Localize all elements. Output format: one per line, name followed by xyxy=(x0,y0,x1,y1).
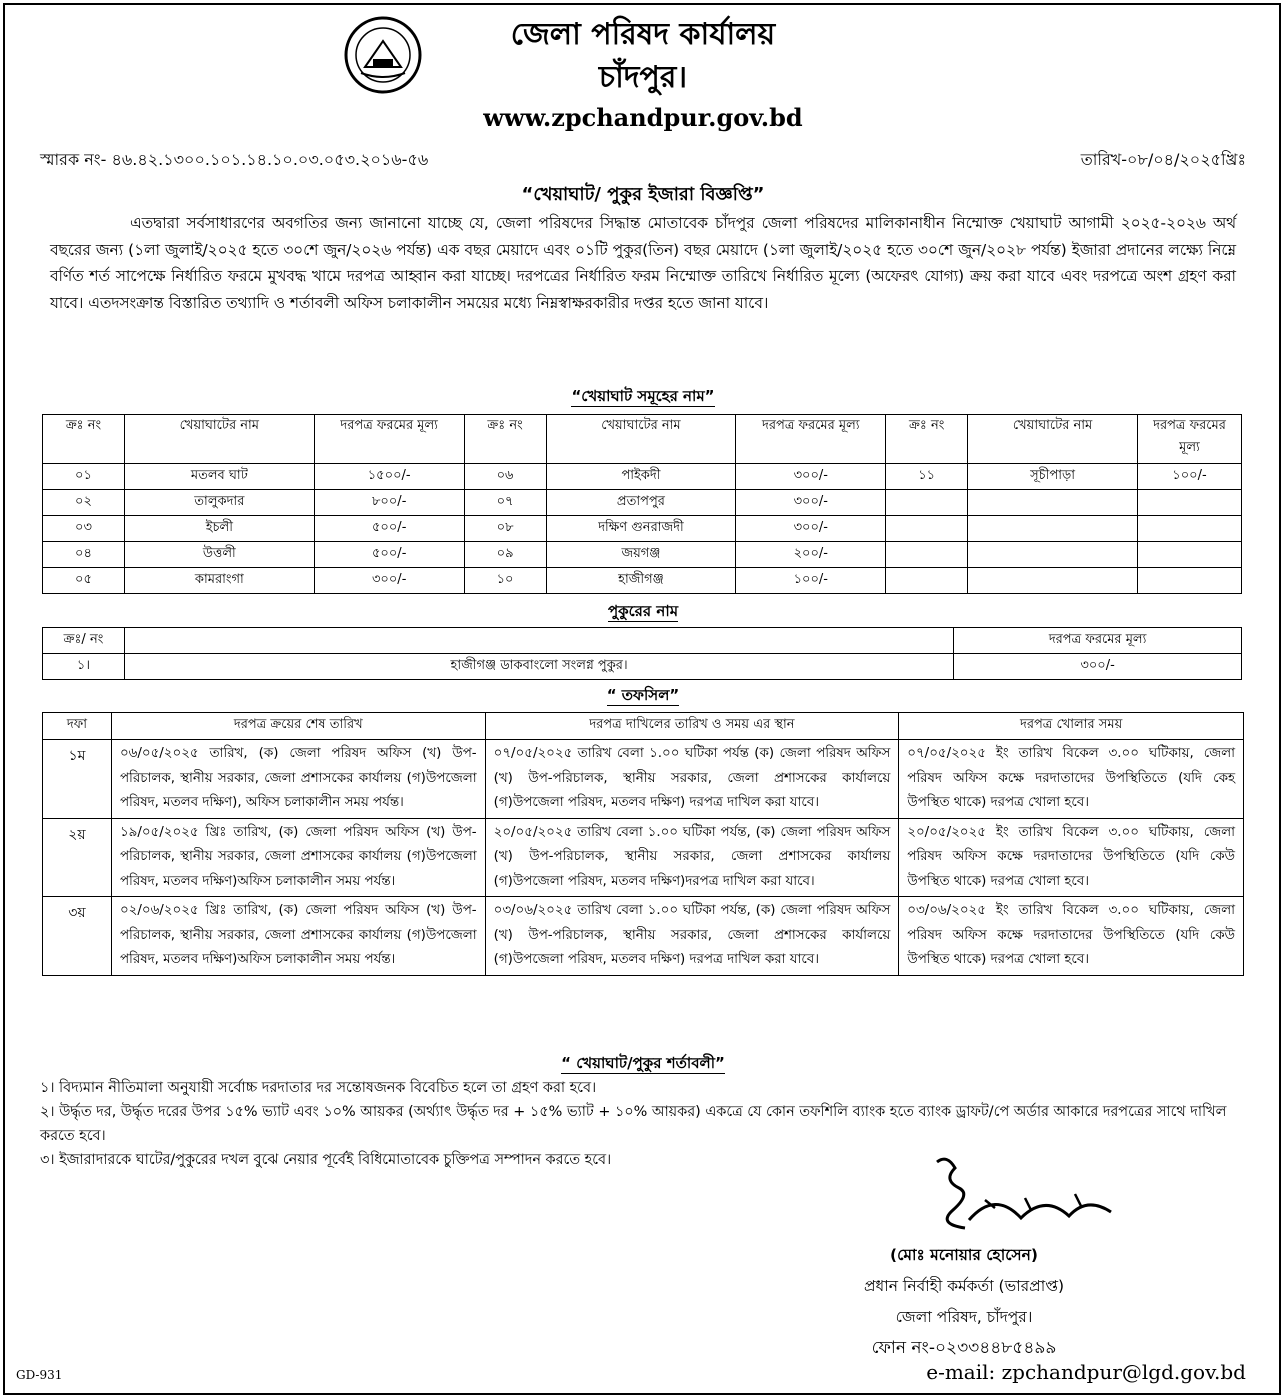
ponds-heading xyxy=(0,600,1286,625)
table-cell xyxy=(1138,516,1242,542)
table-cell: ৩য় xyxy=(43,897,112,976)
terms-heading xyxy=(0,1052,1286,1077)
table-cell: উত্তলী xyxy=(124,542,314,568)
signatory-phone: ফোন নং-০২৩৩৪৪৮৫৪৯৯ xyxy=(871,1338,1057,1358)
col-header: খেয়াঘাটের নাম xyxy=(124,415,314,464)
table-cell xyxy=(968,490,1138,516)
table-cell xyxy=(968,568,1138,594)
schedule-table xyxy=(42,712,1244,976)
table-cell: ০৬/০৫/২০২৫ তারিখ, (ক) জেলা পরিষদ অফিস (খ) উপ-পরিচালক, স্থানীয় সরকার, জেলা প্রশাসকের কার্যালয় (গ)উপজেলা পরিষদ, মতলব দক্ষিণ), অফিস চলাকালীন সময় পর্যন্ত। xyxy=(111,740,485,819)
website-url[interactable]: www.zpchandpur.gov.bd xyxy=(483,103,803,132)
schedule-heading-text: “ তফসিল” xyxy=(606,686,680,704)
table-cell: ১১ xyxy=(886,464,968,490)
table-cell: মতলব ঘাট xyxy=(124,464,314,490)
table-cell: ৩০০/- xyxy=(736,490,886,516)
table-cell: ২০/০৫/২০২৫ তারিখ বেলা ১.০০ ঘটিকা পর্যন্ত, (ক) জেলা পরিষদ অফিস (খ) উপ-পরিচালক, স্থানীয় সরকার, জেলা প্রশাসকের কার্যালয় (গ)উপজেলা পরিষদ, মতলব দক্ষিণ)দরপত্র দাখিল করা যাবে। xyxy=(485,818,899,897)
col-header: ক্রঃ নং xyxy=(464,415,546,464)
table-row xyxy=(43,516,1242,542)
table-cell xyxy=(886,516,968,542)
table-cell: ০৭/০৫/২০২৫ ইং তারিখ বিকেল ৩.০০ ঘটিকায়, জেলা পরিষদ অফিস কক্ষে দরদাতাদের উপস্থিতিতে (যদি কেহ উপস্থিত থাকে) দরপত্র খোলা হবে। xyxy=(899,740,1244,819)
table-cell: ০৭ xyxy=(464,490,546,516)
table-cell: ২য় xyxy=(43,818,112,897)
col-header: দরপত্র ফরমের মূল্য xyxy=(1138,415,1242,464)
table-cell xyxy=(1138,568,1242,594)
ponds-header-row xyxy=(43,628,1242,654)
office-title: জেলা পরিষদ কার্যালয় xyxy=(510,17,776,52)
ghats-header-row xyxy=(43,415,1242,464)
table-cell: ০৯ xyxy=(464,542,546,568)
term-item: ১। বিদ্যমান নীতিমালা অনুযায়ী সর্বোচ্চ দরদাতার দর সন্তোষজনক বিবেচিত হলে তা গ্রহণ করা হবে। xyxy=(40,1080,597,1096)
table-cell: হাজীগঞ্জ ডাকবাংলো সংলগ্ন পুকুর। xyxy=(124,654,953,680)
table-cell xyxy=(886,490,968,516)
table-cell xyxy=(886,542,968,568)
footer-code: GD-931 xyxy=(16,1368,63,1382)
table-cell: ৩০০/- xyxy=(314,568,464,594)
table-cell: ১০ xyxy=(464,568,546,594)
table-row xyxy=(43,654,1242,680)
table-row xyxy=(43,897,1244,976)
table-cell: প্রতাপপুর xyxy=(546,490,736,516)
table-cell: ০৬ xyxy=(464,464,546,490)
ponds-heading-text: পুকুরের নাম xyxy=(607,602,679,620)
memo-number: স্মারক নং- ৪৬.৪২.১৩০০.১০১.১৪.১০.০৩.০৫৩.২০১৬-৫৬ xyxy=(40,150,429,169)
table-cell: ০১ xyxy=(43,464,125,490)
col-header: দরপত্র দাখিলের তারিখ ও সময় এর স্থান xyxy=(485,713,899,740)
col-header: ক্রঃ নং xyxy=(886,415,968,464)
office-city: চাঁদপুর। xyxy=(598,60,688,95)
term-item: ৩। ইজারাদারকে ঘাটের/পুকুরের দখল বুঝে নেয়ার পূর্বেই বিধিমোতাবেক চুক্তিপত্র সম্পাদন করতে হবে। xyxy=(40,1152,612,1168)
signature xyxy=(925,1150,1125,1240)
table-row xyxy=(43,568,1242,594)
table-cell: কামরাংগা xyxy=(124,568,314,594)
col-header: দরপত্র ফরমের মূল্য xyxy=(954,628,1242,654)
table-cell: ৮০০/- xyxy=(314,490,464,516)
notice-title: “খেয়াঘাট/ পুকুর ইজারা বিজ্ঞপ্তি” xyxy=(521,184,765,205)
table-cell: ৫০০/- xyxy=(314,542,464,568)
table-cell: সূচীপাড়া xyxy=(968,464,1138,490)
ponds-table xyxy=(42,627,1242,680)
table-cell: ২০০/- xyxy=(736,542,886,568)
notice-date: তারিখ-০৮/০৪/২০২৫খ্রিঃ xyxy=(1080,150,1246,169)
table-cell: ০৫ xyxy=(43,568,125,594)
table-cell: ০২/০৬/২০২৫ খ্রিঃ তারিখ, (ক) জেলা পরিষদ অফিস (খ) উপ-পরিচালক, স্থানীয় সরকার, জেলা প্রশাসকের কার্যালয় (গ)উপজেলা পরিষদ, মতলব দক্ষিণ)অফিস চলাকালীন সময় পর্যন্ত। xyxy=(111,897,485,976)
ghats-heading-text: “খেয়াঘাট সমূহের নাম” xyxy=(571,387,715,405)
table-row xyxy=(43,490,1242,516)
table-cell xyxy=(1138,490,1242,516)
table-cell: ১০০/- xyxy=(1138,464,1242,490)
table-row xyxy=(43,818,1244,897)
table-cell: ০৪ xyxy=(43,542,125,568)
table-cell: দক্ষিণ গুনরাজদী xyxy=(546,516,736,542)
col-header xyxy=(124,628,953,654)
table-cell: ১ম xyxy=(43,740,112,819)
table-row xyxy=(43,464,1242,490)
ghats-heading xyxy=(0,385,1286,410)
table-cell: পাইকদী xyxy=(546,464,736,490)
signatory-designation: প্রধান নির্বাহী কর্মকর্তা (ভারপ্রাপ্ত) xyxy=(863,1277,1065,1295)
table-cell: ইচলী xyxy=(124,516,314,542)
table-cell xyxy=(886,568,968,594)
col-header: ক্রঃ নং xyxy=(43,415,125,464)
table-cell xyxy=(968,516,1138,542)
signatory-block xyxy=(804,1240,1124,1364)
schedule-heading xyxy=(0,684,1286,709)
col-header: দরপত্র ক্রয়ের শেষ তারিখ xyxy=(111,713,485,740)
schedule-header-row xyxy=(43,713,1244,740)
table-row xyxy=(43,542,1242,568)
table-cell: ১। xyxy=(43,654,125,680)
table-cell: ০৭/০৫/২০২৫ তারিখ বেলা ১.০০ ঘটিকা পর্যন্ত (ক) জেলা পরিষদ অফিস (খ) উপ-পরিচালক, স্থানীয় সরকার, জেলা প্রশাসকের কার্যালয়ে (গ)উপজেলা পরিষদ, মতলব দক্ষিণ) দরপত্র দাখিল করা যাবে। xyxy=(485,740,899,819)
table-cell: ৩০০/- xyxy=(736,516,886,542)
table-cell xyxy=(1138,542,1242,568)
col-header: দরপত্র খোলার সময় xyxy=(899,713,1244,740)
table-cell: ৩০০/- xyxy=(954,654,1242,680)
col-header: ক্রঃ/ নং xyxy=(43,628,125,654)
table-row xyxy=(43,740,1244,819)
col-header: দফা xyxy=(43,713,112,740)
table-cell xyxy=(968,542,1138,568)
table-cell: ৩০০/- xyxy=(736,464,886,490)
signatory-office: জেলা পরিষদ, চাঁদপুর। xyxy=(895,1308,1033,1326)
terms-heading-text: “ খেয়াঘাট/পুকুর শর্তাবলী” xyxy=(561,1054,725,1072)
table-cell: ৫০০/- xyxy=(314,516,464,542)
term-item: ২। উর্দ্ধৃত দর, উর্দ্ধৃত দরের উপর ১৫% ভ্যাট এবং ১০% আয়কর (অর্থ্যাৎ উর্দ্ধৃত দর + ১৫% ভ্যাট + ১০% আয়কর) একত্রে যে কোন তফশিলি ব্যাংক হতে ব্যাংক ড্রাফট/পে অর্ডার আকারে দরপত্রের সাথে দাখিল করতে হবে। xyxy=(40,1104,1227,1144)
signatory-name: (মোঃ মনোয়ার হোসেন) xyxy=(890,1246,1038,1264)
intro-text: এতদ্বারা সর্বসাধারণের অবগতির জন্য জানানো যাচ্ছে যে, জেলা পরিষদের সিদ্ধান্ত মোতাবেক চাঁদপুর জেলা পরিষদের মালিকানাধীন নিম্মোক্ত খেয়াঘাট আগামী ২০২৫-২০২৬ অর্থ বছরের জন্য (১লা জুলাই/২০২৫ হতে ৩০শে জুন/২০২৬ পর্যন্ত) এক বছর মেয়াদে এবং ০১টি পুকুর(তিন) বছর মেয়াদে (১লা জুলাই/২০২৫ হতে ৩০শে জুন/২০২৮ পর্যন্ত) ইজারা প্রদানের লক্ষ্যে নিম্নে বর্ণিত শর্ত সাপেক্ষে নির্ধারিত ফরমে মুখবদ্ধ খামে দরপত্র আহ্বান করা যাচ্ছে। দরপত্রের নির্ধারিত ফরম নিম্মোক্ত তারিখে নির্ধারিত মূল্যে (অফেরৎ যোগ্য) ক্রয় করা যাবে এবং দরপত্রে অংশ গ্রহণ করা যাবে। এতদসংক্রান্ত বিস্তারিত তথ্যাদি ও শর্তাবলী অফিস চলাকালীন সময়ের মধ্যে নিম্নস্বাক্ষরকারীর দপ্তর হতে জানা যাবে। xyxy=(50,214,1236,312)
table-cell: জয়গঞ্জ xyxy=(546,542,736,568)
signatory-email[interactable]: e-mail: zpchandpur@lgd.gov.bd xyxy=(926,1360,1246,1384)
table-cell: ০৩ xyxy=(43,516,125,542)
intro-paragraph xyxy=(50,210,1236,316)
col-header: দরপত্র ফরমের মূল্য xyxy=(736,415,886,464)
table-cell: তালুকদার xyxy=(124,490,314,516)
table-cell: ০৩/০৬/২০২৫ ইং তারিখ বিকেল ৩.০০ ঘটিকায়, জেলা পরিষদ অফিস কক্ষে দরদাতাদের উপস্থিতিতে (যদি কেউ উপস্থিত থাকে) দরপত্র খোলা হবে। xyxy=(899,897,1244,976)
table-cell: ১৫০০/- xyxy=(314,464,464,490)
table-cell: ১০০/- xyxy=(736,568,886,594)
col-header: দরপত্র ফরমের মূল্য xyxy=(314,415,464,464)
table-cell: হাজীগঞ্জ xyxy=(546,568,736,594)
table-cell: ১৯/০৫/২০২৫ খ্রিঃ তারিখ, (ক) জেলা পরিষদ অফিস (খ) উপ-পরিচালক, স্থানীয় সরকার, জেলা প্রশাসকের কার্যালয় (গ)উপজেলা পরিষদ, মতলব দক্ষিণ)অফিস চলাকালীন সময় পর্যন্ত। xyxy=(111,818,485,897)
col-header: খেয়াঘাটের নাম xyxy=(968,415,1138,464)
table-cell: ০২ xyxy=(43,490,125,516)
ghats-table xyxy=(42,414,1242,594)
table-cell: ২০/০৫/২০২৫ ইং তারিখ বিকেল ৩.০০ ঘটিকায়, জেলা পরিষদ অফিস কক্ষে দরদাতাদের উপস্থিতিতে (যদি কেউ উপস্থিত থাকে) দরপত্র খোলা হবে। xyxy=(899,818,1244,897)
table-cell: ০৩/০৬/২০২৫ তারিখ বেলা ১.০০ ঘটিকা পর্যন্ত, (ক) জেলা পরিষদ অফিস (খ) উপ-পরিচালক, স্থানীয় সরকার, জেলা প্রশাসকের কার্যালয়ে (গ)উপজেলা পরিষদ, মতলব দক্ষিণ) দরপত্র দাখিল করা যাবে। xyxy=(485,897,899,976)
table-cell: ০৮ xyxy=(464,516,546,542)
col-header: খেয়াঘাটের নাম xyxy=(546,415,736,464)
